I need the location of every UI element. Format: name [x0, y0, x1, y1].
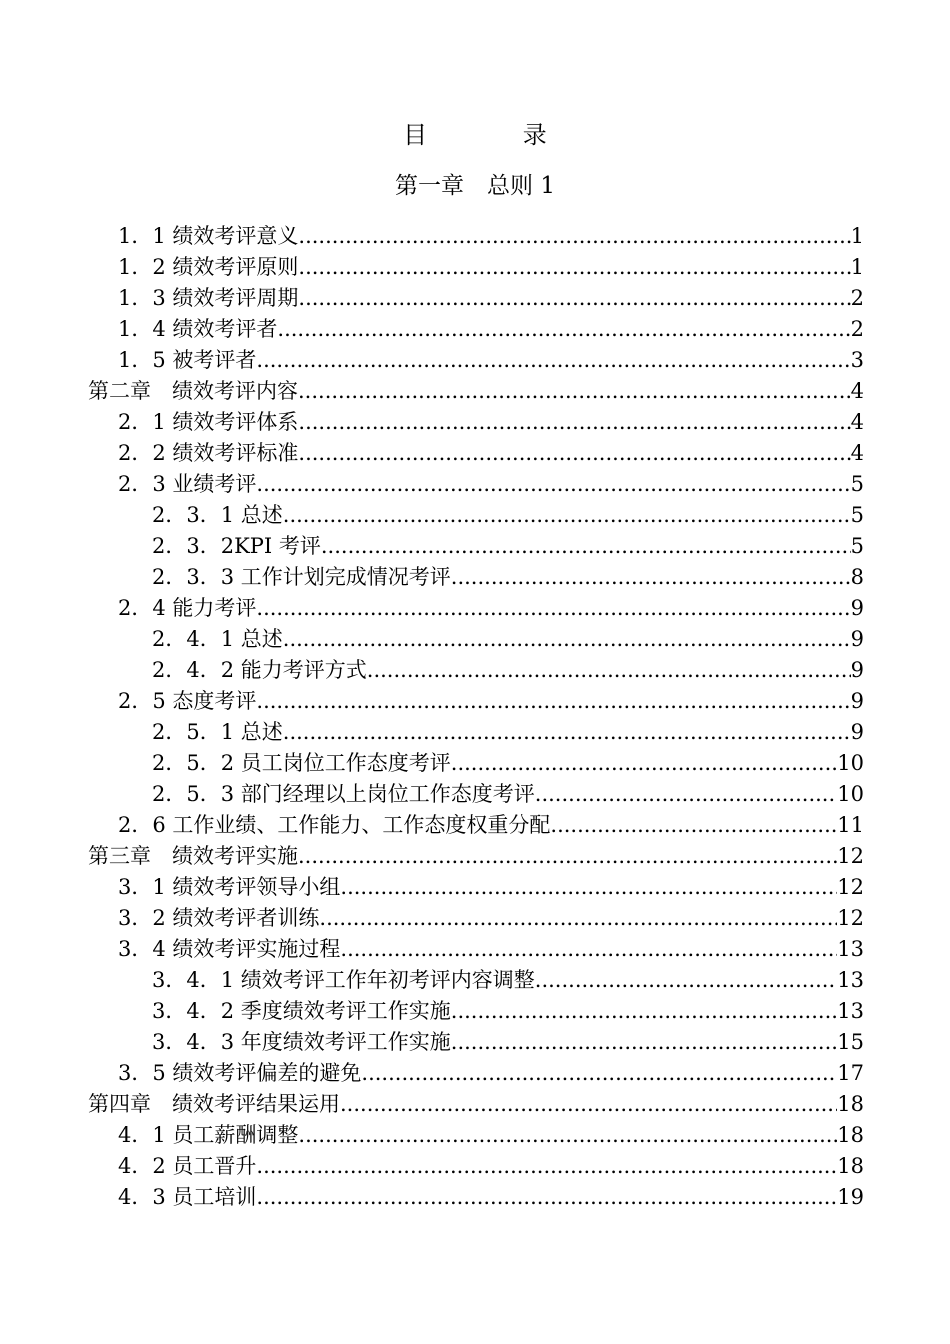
toc-entry[interactable]: [0, 717, 864, 748]
toc-page-number: 18: [837, 1092, 864, 1116]
toc-entry[interactable]: [0, 965, 864, 996]
toc-page-number: 12: [837, 875, 864, 899]
toc-entry[interactable]: [0, 469, 864, 500]
toc-page-number: 9: [850, 596, 864, 620]
toc-leader: [535, 779, 838, 810]
toc-entry[interactable]: [0, 1058, 864, 1089]
toc-leader: [283, 717, 851, 748]
toc-page-number: 2: [850, 317, 864, 341]
toc-title: 目 录: [403, 121, 591, 149]
toc-list: [0, 221, 950, 1213]
toc-entry-text: 3．4．2 季度绩效考评工作实施: [152, 999, 451, 1023]
toc-entry-text: 2．3．3 工作计划完成情况考评: [152, 565, 451, 589]
toc-leader: [298, 438, 850, 469]
toc-leader: [340, 872, 837, 903]
toc-leader: [256, 469, 850, 500]
toc-page-number: 5: [850, 534, 864, 558]
toc-entry-text: 第三章 绩效考评实施: [88, 844, 298, 868]
toc-entry[interactable]: [0, 779, 864, 810]
toc-leader: [298, 283, 850, 314]
toc-leader: [340, 934, 837, 965]
toc-leader: [451, 1027, 838, 1058]
toc-entry-text: 1．5 被考评者: [118, 348, 257, 372]
toc-entry[interactable]: [0, 934, 864, 965]
toc-leader: [256, 686, 850, 717]
toc-entry[interactable]: [0, 252, 864, 283]
toc-leader: [535, 965, 838, 996]
toc-page-number: 4: [850, 379, 864, 403]
toc-page-number: 1: [850, 224, 864, 248]
toc-leader: [451, 562, 851, 593]
toc-entry[interactable]: [0, 500, 864, 531]
toc-page-number: 13: [837, 937, 864, 961]
toc-leader: [283, 624, 851, 655]
toc-page-number: 18: [837, 1123, 864, 1147]
toc-entry-text: 2．4．1 总述: [152, 627, 283, 651]
toc-page-number: 15: [837, 1030, 864, 1054]
toc-entry-text: 2．5．3 部门经理以上岗位工作态度考评: [152, 782, 535, 806]
toc-entry-text: 3．4．3 年度绩效考评工作实施: [152, 1030, 451, 1054]
toc-leader: [298, 407, 850, 438]
toc-page-number: 10: [837, 751, 864, 775]
toc-entry-text: 1．4 绩效考评者: [118, 317, 278, 341]
toc-entry-text: 3．4．1 绩效考评工作年初考评内容调整: [152, 968, 535, 992]
toc-leader: [256, 593, 850, 624]
toc-leader: [451, 748, 838, 779]
toc-entry[interactable]: [0, 810, 864, 841]
toc-page-number: 18: [837, 1154, 864, 1178]
toc-entry[interactable]: [0, 686, 864, 717]
toc-page-number: 1: [850, 255, 864, 279]
toc-entry-text: 1．3 绩效考评周期: [118, 286, 299, 310]
toc-entry[interactable]: [0, 748, 864, 779]
toc-leader: [256, 345, 850, 376]
toc-entry[interactable]: [0, 283, 864, 314]
toc-entry-text: 2．5．1 总述: [152, 720, 283, 744]
toc-page-number: 9: [850, 658, 864, 682]
toc-entry-text: 第四章 绩效考评结果运用: [88, 1092, 340, 1116]
toc-entry-text: 3．5 绩效考评偏差的避免: [118, 1061, 362, 1085]
toc-entry[interactable]: [0, 221, 864, 252]
toc-leader: [298, 1120, 837, 1151]
toc-entry-text: 2．3 业绩考评: [118, 472, 257, 496]
toc-entry-text: 2．5．2 员工岗位工作态度考评: [152, 751, 451, 775]
toc-page-number: 3: [850, 348, 864, 372]
toc-entry-text: 2．4．2 能力考评方式: [152, 658, 367, 682]
toc-entry-text: 2．6 工作业绩、工作能力、工作态度权重分配: [118, 813, 551, 837]
toc-leader: [298, 376, 851, 407]
toc-page-number: 10: [837, 782, 864, 806]
toc-entry[interactable]: [0, 314, 864, 345]
toc-page-number: 2: [850, 286, 864, 310]
toc-leader: [451, 996, 838, 1027]
toc-entry[interactable]: [0, 872, 864, 903]
toc-entry-text: 3．4 绩效考评实施过程: [118, 937, 341, 961]
toc-entry[interactable]: [0, 996, 864, 1027]
toc-entry[interactable]: [0, 1182, 864, 1213]
toc-entry-text: 4．3 员工培训: [118, 1185, 257, 1209]
toc-entry-text: 第二章 绩效考评内容: [88, 379, 298, 403]
toc-entry[interactable]: [0, 345, 864, 376]
toc-entry[interactable]: [0, 903, 864, 934]
toc-leader: [256, 1151, 837, 1182]
toc-entry-text: 2．3．1 总述: [152, 503, 283, 527]
toc-entry-text: 4．1 员工薪酬调整: [118, 1123, 299, 1147]
toc-entry[interactable]: [0, 1120, 864, 1151]
toc-entry-text: 4．2 员工晋升: [118, 1154, 257, 1178]
toc-entry[interactable]: [0, 376, 864, 407]
toc-entry[interactable]: [0, 841, 864, 872]
toc-leader: [319, 903, 837, 934]
toc-entry-text: 2．1 绩效考评体系: [118, 410, 299, 434]
toc-entry-text: 3．1 绩效考评领导小组: [118, 875, 341, 899]
toc-page-number: 12: [837, 844, 864, 868]
toc-page-number: 12: [837, 906, 864, 930]
toc-page-number: 4: [850, 410, 864, 434]
toc-entry[interactable]: [0, 1027, 864, 1058]
toc-entry[interactable]: [0, 593, 864, 624]
toc-page-number: 13: [837, 999, 864, 1023]
toc-page-number: 9: [850, 689, 864, 713]
toc-entry-text: 3．2 绩效考评者训练: [118, 906, 320, 930]
toc-page-number: 17: [837, 1061, 864, 1085]
toc-page-number: 5: [850, 472, 864, 496]
toc-leader: [367, 655, 851, 686]
toc-leader: [298, 252, 850, 283]
toc-leader: [277, 314, 850, 345]
toc-entry-text: 2．3．2KPI 考评: [152, 534, 321, 558]
chapter-1-heading: 第一章 总则 1: [395, 173, 555, 199]
toc-entry[interactable]: [0, 1151, 864, 1182]
toc-leader: [550, 810, 837, 841]
toc-entry[interactable]: [0, 624, 864, 655]
toc-entry[interactable]: [0, 655, 864, 686]
toc-leader: [298, 841, 837, 872]
toc-entry[interactable]: [0, 1089, 864, 1120]
toc-entry-text: 1．2 绩效考评原则: [118, 255, 299, 279]
toc-leader: [298, 221, 850, 252]
toc-page-number: 8: [850, 565, 864, 589]
toc-page-number: 19: [837, 1185, 864, 1209]
toc-page-number: 4: [850, 441, 864, 465]
toc-leader: [361, 1058, 837, 1089]
toc-entry-text: 2．4 能力考评: [118, 596, 257, 620]
toc-entry[interactable]: [0, 531, 864, 562]
toc-entry-text: 2．2 绩效考评标准: [118, 441, 299, 465]
toc-entry-text: 1．1 绩效考评意义: [118, 224, 299, 248]
toc-leader: [340, 1089, 837, 1120]
toc-leader: [321, 531, 851, 562]
toc-entry[interactable]: [0, 438, 864, 469]
toc-entry[interactable]: [0, 407, 864, 438]
toc-page-number: 13: [837, 968, 864, 992]
toc-entry-text: 2．5 态度考评: [118, 689, 257, 713]
toc-page-number: 5: [850, 503, 864, 527]
toc-entry[interactable]: [0, 562, 864, 593]
toc-page-number: 9: [850, 720, 864, 744]
toc-page-number: 11: [837, 813, 864, 837]
toc-leader: [256, 1182, 837, 1213]
toc-page-number: 9: [850, 627, 864, 651]
toc-leader: [283, 500, 851, 531]
